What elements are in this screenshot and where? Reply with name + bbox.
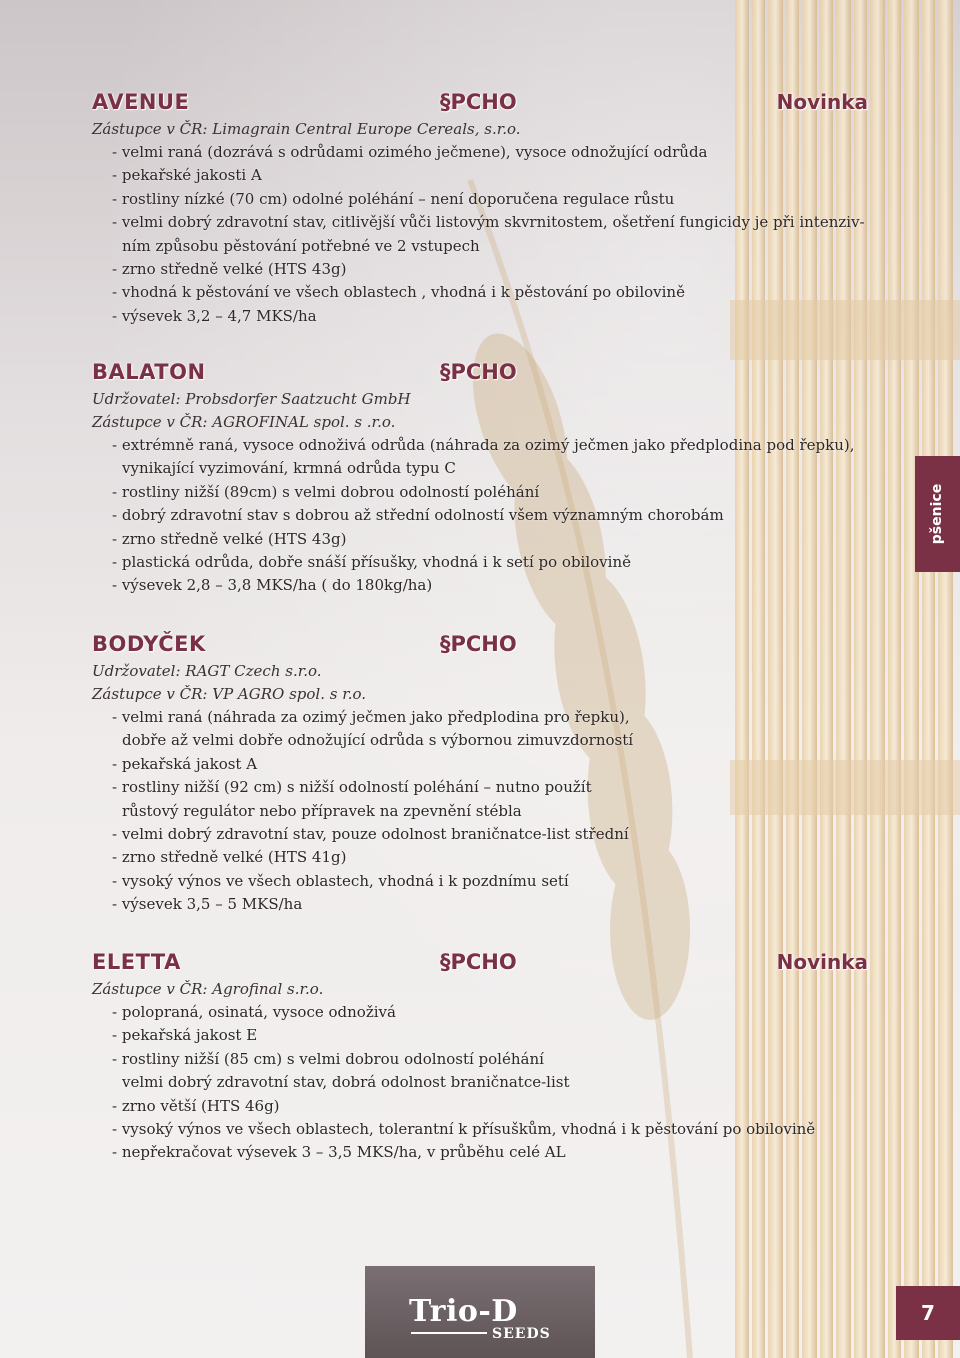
variety-balaton <box>92 360 882 598</box>
list-item: - pekařská jakost E <box>112 1026 258 1045</box>
registry-label: §PCHO <box>440 360 517 384</box>
list-item: - vysoký výnos ve všech oblastech, tolerantní k přísuškům, vhodná i k pěstování po obilovině <box>112 1120 816 1139</box>
list-item: - rostliny nižší (92 cm) s nižší odolností poléhání – nutno použít <box>112 778 592 797</box>
list-item: - zrno středně velké (HTS 43g) <box>112 529 347 548</box>
maintainer-line: Udržovatel: Probsdorfer Saatzucht GmbH <box>92 390 411 408</box>
section-tab-wheat <box>915 456 960 572</box>
logo-sub-text: SEEDS <box>492 1326 551 1342</box>
new-badge: Novinka <box>776 90 868 114</box>
page-number-box <box>896 1286 960 1340</box>
list-item: - nepřekračovat výsevek 3 – 3,5 MKS/ha, v průběhu celé AL <box>112 1143 566 1162</box>
variety-name: AVENUE <box>92 90 190 114</box>
representative-line: Zástupce v ČR: AGROFINAL spol. s .r.o. <box>92 413 396 431</box>
variety-eletta <box>92 950 882 1165</box>
variety-bodycek <box>92 632 882 917</box>
section-tab-label: pšenice <box>929 483 946 545</box>
variety-name: BALATON <box>92 360 206 384</box>
list-item: - velmi raná (náhrada za ozimý ječmen jako předplodina pro řepku), <box>112 708 630 726</box>
new-badge: Novinka <box>776 950 868 974</box>
list-item: růstový regulátor nebo přípravek na zpevnění stébla <box>122 801 522 820</box>
list-item: - dobrý zdravotní stav s dobrou až střední odolností všem významným chorobám <box>112 506 724 525</box>
list-item: - rostliny nízké (70 cm) odolné poléhání – není doporučena regulace růstu <box>112 189 675 208</box>
list-item: - pekařská jakost A <box>112 754 258 773</box>
list-item: - vhodná k pěstování ve všech oblastech , vhodná i k pěstování po obilovině <box>112 283 685 302</box>
registry-label: §PCHO <box>440 632 517 656</box>
feature-list <box>92 141 882 328</box>
logo-main-text: Trio-D <box>409 1294 518 1329</box>
representative-line: Zástupce v ČR: Limagrain Central Europe Cereals, s.r.o. <box>92 120 521 138</box>
variety-avenue <box>92 90 882 328</box>
logo-underline <box>411 1332 487 1334</box>
representative-line: Zástupce v ČR: Agrofinal s.r.o. <box>92 980 324 998</box>
list-item: - velmi raná (dozrává s odrůdami ozimého ječmene), vysoce odnožující odrůda <box>112 143 708 161</box>
variety-name: BODYČEK <box>92 632 206 656</box>
list-item: - plastická odrůda, dobře snáší přísušky, vhodná i k setí po obilovině <box>112 553 631 572</box>
feature-list <box>92 706 882 917</box>
list-item: - výsevek 3,2 – 4,7 MKS/ha <box>112 306 317 325</box>
list-item: - vysoký výnos ve všech oblastech, vhodná i k pozdnímu setí <box>112 871 569 890</box>
trio-d-seeds-logo <box>365 1266 595 1358</box>
registry-label: §PCHO <box>440 90 517 114</box>
list-item: - velmi dobrý zdravotní stav, pouze odolnost braničnatce-list střední <box>112 825 629 844</box>
registry-label: §PCHO <box>440 950 517 974</box>
list-item: - extrémně raná, vysoce odnoživá odrůda (náhrada za ozimý ječmen jako předplodina pod řepku), <box>112 436 855 454</box>
list-item: velmi dobrý zdravotní stav, dobrá odolnost braničnatce-list <box>122 1073 570 1092</box>
feature-list <box>92 434 882 598</box>
representative-line: Zástupce v ČR: VP AGRO spol. s r.o. <box>92 685 367 703</box>
list-item: - velmi dobrý zdravotní stav, citlivější vůči listovým skvrnitostem, ošetření fungicidy je při intenziv- <box>112 213 865 232</box>
list-item: ním způsobu pěstování potřebné ve 2 vstupech <box>122 236 480 255</box>
list-item: - zrno středně velké (HTS 41g) <box>112 848 347 867</box>
page-number: 7 <box>921 1301 935 1325</box>
list-item: - zrno větší (HTS 46g) <box>112 1096 280 1115</box>
variety-name: ELETTA <box>92 950 181 974</box>
feature-list <box>92 1001 882 1165</box>
list-item: - rostliny nižší (85 cm) s velmi dobrou odolností poléhání <box>112 1049 544 1068</box>
list-item: - polopraná, osinatá, vysoce odnoživá <box>112 1003 396 1021</box>
list-item: - pekařské jakosti A <box>112 166 262 185</box>
list-item: dobře až velmi dobře odnožující odrůda s výbornou zimuvzdorností <box>122 731 634 750</box>
list-item: vynikající vyzimování, krmná odrůda typu C <box>122 459 456 478</box>
list-item: - výsevek 2,8 – 3,8 MKS/ha ( do 180kg/ha) <box>112 576 433 595</box>
maintainer-line: Udržovatel: RAGT Czech s.r.o. <box>92 662 322 680</box>
list-item: - zrno středně velké (HTS 43g) <box>112 260 347 279</box>
list-item: - výsevek 3,5 – 5 MKS/ha <box>112 895 303 914</box>
list-item: - rostliny nižší (89cm) s velmi dobrou odolností poléhání <box>112 482 540 501</box>
